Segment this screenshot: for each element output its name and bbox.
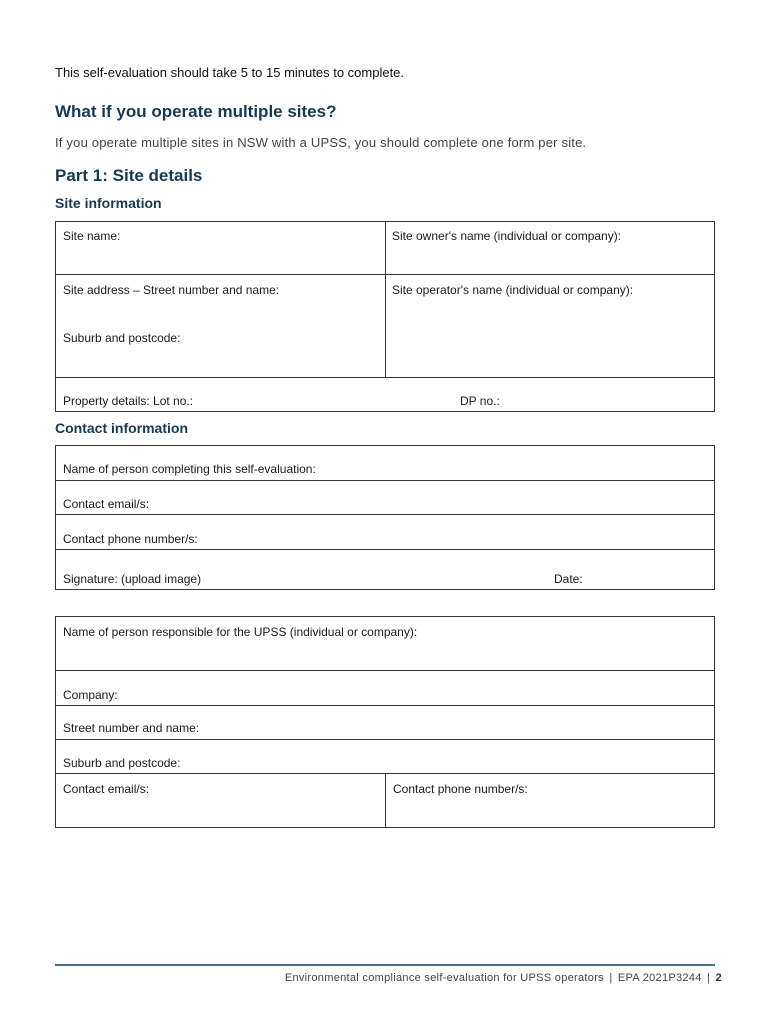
site-owner-field[interactable]: Site owner's name (individual or company):: [392, 229, 622, 243]
person-completing-field[interactable]: Name of person completing this self-evaluation:: [63, 462, 316, 476]
footer-doc-id: EPA 2021P3244: [617, 972, 702, 984]
multiple-sites-heading: What if you operate multiple sites?: [55, 102, 337, 121]
responsible-suburb-postcode-field[interactable]: Suburb and postcode:: [63, 756, 181, 770]
street-field[interactable]: Street number and name:: [63, 721, 200, 735]
footer-separator: |: [707, 972, 711, 984]
date-field[interactable]: Date:: [554, 572, 583, 586]
footer: [285, 972, 722, 984]
footer-title: Environmental compliance self-evaluation for UPSS operators: [284, 972, 604, 984]
page-number: 2: [715, 972, 722, 984]
company-field[interactable]: Company:: [63, 688, 118, 702]
signature-field[interactable]: Signature: (upload image): [63, 572, 202, 586]
footer-separator: |: [609, 972, 613, 984]
contact-phone-field[interactable]: Contact phone number/s:: [63, 532, 198, 546]
multiple-sites-text: If you operate multiple sites in NSW with a UPSS, you should complete one form per site.: [55, 135, 587, 150]
site-name-field[interactable]: Site name:: [63, 229, 121, 243]
contact-information-heading: Contact information: [55, 420, 188, 436]
site-suburb-postcode-field[interactable]: Suburb and postcode:: [63, 331, 181, 345]
dp-no-field[interactable]: DP no.:: [460, 394, 500, 408]
part1-heading: Part 1: Site details: [55, 166, 203, 185]
person-responsible-field[interactable]: Name of person responsible for the UPSS (individual or company):: [63, 625, 418, 639]
site-information-heading: Site information: [55, 195, 162, 211]
property-lot-field[interactable]: Property details: Lot no.:: [63, 394, 194, 408]
site-address-field[interactable]: Site address – Street number and name:: [63, 283, 280, 297]
site-operator-field[interactable]: Site operator's name (individual or company):: [392, 283, 634, 297]
responsible-phone-field[interactable]: Contact phone number/s:: [393, 782, 528, 796]
responsible-email-field[interactable]: Contact email/s:: [63, 782, 150, 796]
footer-divider: [55, 964, 715, 966]
intro-text: This self-evaluation should take 5 to 15 minutes to complete.: [55, 65, 405, 80]
contact-email-field[interactable]: Contact email/s:: [63, 497, 150, 511]
